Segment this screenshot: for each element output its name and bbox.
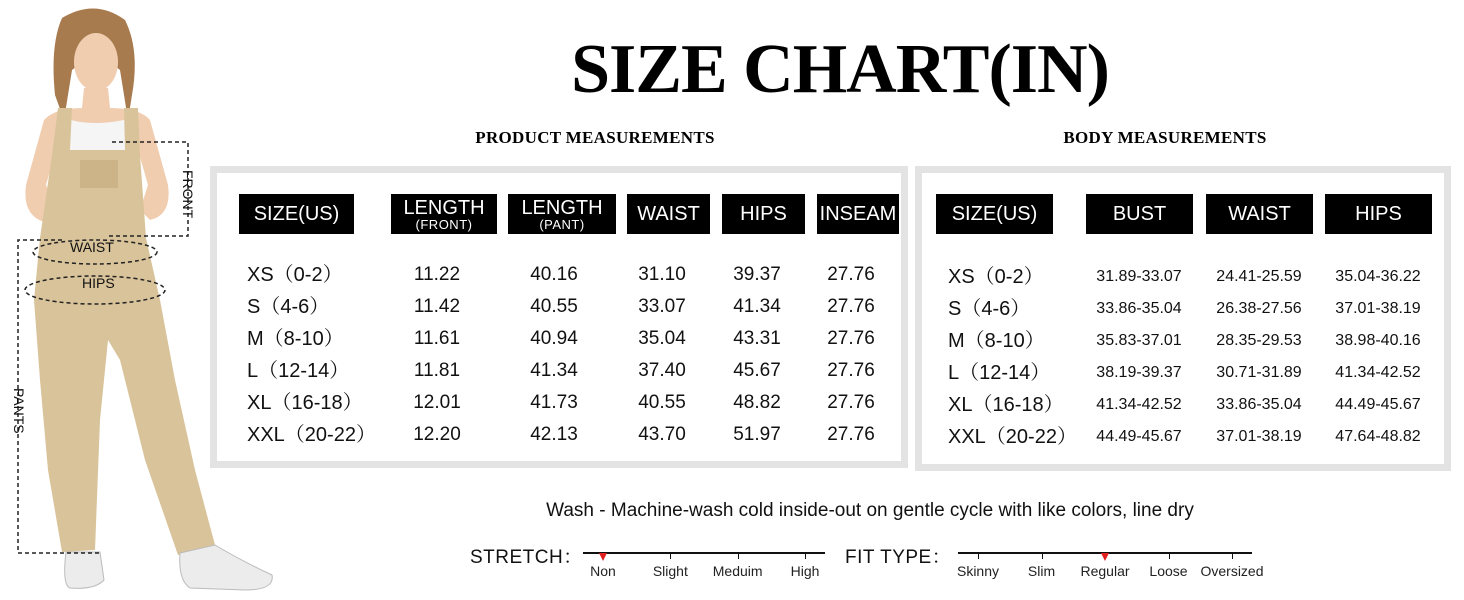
- stretch-option-slight: Slight: [652, 563, 688, 579]
- fit-tick: [1232, 552, 1233, 559]
- body-row-size: S（4-6）: [948, 298, 1031, 320]
- body-cell: 26.38-27.56: [1216, 300, 1302, 317]
- pants-label: PANTS: [11, 388, 27, 434]
- fit-tick: [1169, 552, 1170, 559]
- product-cell: 11.81: [413, 360, 461, 381]
- product-cell: 11.22: [413, 264, 461, 285]
- stretch-label: STRETCH：: [470, 547, 583, 568]
- product-header-waist: [627, 194, 710, 234]
- fit-option-loose: Loose: [1149, 563, 1188, 579]
- product-cell: 27.76: [827, 360, 875, 381]
- product-header-length-pant: [508, 194, 616, 234]
- body-header-waist: [1206, 194, 1313, 234]
- header-label: LENGTH: [521, 196, 603, 219]
- fit-option-oversized: Oversized: [1200, 563, 1264, 579]
- body-cell: 38.98-40.16: [1335, 332, 1421, 349]
- body-header-size-us-: [936, 194, 1053, 234]
- product-cell: 27.76: [827, 264, 875, 285]
- model-shoe-left: [65, 552, 104, 588]
- product-cell: 43.70: [638, 424, 686, 445]
- header-label: LENGTH: [403, 196, 485, 219]
- header-label: HIPS: [1355, 203, 1402, 225]
- product-cell: 39.37: [733, 264, 781, 285]
- product-cell: 12.20: [413, 424, 461, 445]
- body-cell: 37.01-38.19: [1216, 428, 1302, 445]
- product-cell: 42.13: [530, 424, 578, 445]
- stretch-tick: [805, 552, 806, 559]
- header-sublabel: (PANT): [539, 216, 585, 232]
- product-cell: 27.76: [827, 424, 875, 445]
- body-cell: 44.49-45.67: [1335, 396, 1421, 413]
- stretch-tick: [738, 552, 739, 559]
- header-label: HIPS: [740, 203, 787, 225]
- product-cell: 41.34: [733, 296, 781, 317]
- header-label: INSEAM: [819, 203, 897, 225]
- product-cell: 40.16: [530, 264, 578, 285]
- product-header-hips: [722, 194, 805, 234]
- body-cell: 35.04-36.22: [1335, 268, 1421, 285]
- header-label: SIZE(US): [951, 203, 1038, 225]
- stretch-scale-line: [583, 552, 825, 554]
- product-cell: 35.04: [638, 328, 686, 349]
- product-cell: 48.82: [733, 392, 781, 413]
- body-header-bust: [1086, 194, 1193, 234]
- product-cell: 41.34: [530, 360, 578, 381]
- product-row-size: XXL（20-22）: [247, 424, 376, 446]
- product-header-size-us-: [239, 194, 354, 234]
- product-row-size: L（12-14）: [247, 360, 350, 382]
- body-cell: 33.86-35.04: [1096, 300, 1182, 317]
- header-label: SIZE(US): [253, 203, 340, 225]
- model-face: [74, 33, 118, 91]
- body-table: [915, 166, 1451, 471]
- product-cell: 11.61: [413, 328, 461, 349]
- body-cell: 44.49-45.67: [1096, 428, 1182, 445]
- hips-label: HIPS: [82, 275, 115, 291]
- fit-option-slim: Slim: [1027, 563, 1056, 579]
- product-cell: 43.31: [733, 328, 781, 349]
- body-measurements-heading: BODY MEASUREMENTS: [1063, 128, 1267, 147]
- stretch-tick: [670, 552, 671, 559]
- stretch-scale: [583, 552, 825, 592]
- page-title: SIZE CHART(IN): [571, 31, 1109, 108]
- body-cell: 30.71-31.89: [1216, 364, 1302, 381]
- product-cell: 12.01: [413, 392, 461, 413]
- fit-option-regular: Regular: [1080, 563, 1130, 579]
- stretch-option-non: Non: [590, 563, 616, 579]
- body-cell: 33.86-35.04: [1216, 396, 1302, 413]
- product-header-inseam: [817, 194, 899, 234]
- product-cell: 41.73: [530, 392, 578, 413]
- body-row-size: L（12-14）: [948, 362, 1051, 384]
- product-row-size: S（4-6）: [247, 296, 330, 318]
- fit-selected-marker: [1101, 553, 1109, 561]
- model-bib-pocket: [80, 160, 118, 188]
- wash-instructions: Wash - Machine-wash cold inside-out on gentle cycle with like colors, line dry: [546, 500, 1194, 521]
- product-cell: 33.07: [638, 296, 686, 317]
- body-cell: 31.89-33.07: [1096, 268, 1182, 285]
- stretch-selected-marker: [599, 553, 607, 561]
- fit-type-scale: [956, 552, 1264, 592]
- product-cell: 31.10: [638, 264, 686, 285]
- front-label: FRONT: [180, 170, 196, 219]
- body-cell: 47.64-48.82: [1335, 428, 1421, 445]
- stretch-option-meduim: Meduim: [712, 563, 763, 579]
- fit-type-label: FIT TYPE：: [845, 547, 952, 568]
- body-cell: 35.83-37.01: [1096, 332, 1182, 349]
- body-row-size: M（8-10）: [948, 330, 1045, 352]
- stretch-option-high: High: [790, 563, 820, 579]
- body-cell: 38.19-39.37: [1096, 364, 1182, 381]
- body-row-size: XXL（20-22）: [948, 426, 1077, 448]
- product-cell: 45.67: [733, 360, 781, 381]
- body-row-size: XL（16-18）: [948, 394, 1064, 416]
- product-cell: 27.76: [827, 328, 875, 349]
- fit-option-skinny: Skinny: [956, 563, 1000, 579]
- product-cell: 40.55: [530, 296, 578, 317]
- product-row-size: XL（16-18）: [247, 392, 363, 414]
- product-cell: 37.40: [638, 360, 686, 381]
- product-row-size: XS（0-2）: [247, 264, 343, 286]
- product-cell: 40.94: [530, 328, 578, 349]
- product-header-length-front: [391, 194, 497, 234]
- product-cell: 11.42: [413, 296, 461, 317]
- model-shoe-right: [180, 545, 273, 590]
- body-cell: 24.41-25.59: [1216, 268, 1302, 285]
- header-label: WAIST: [637, 203, 700, 225]
- body-cell: 37.01-38.19: [1335, 300, 1421, 317]
- product-cell: 27.76: [827, 392, 875, 413]
- fit-tick: [978, 552, 979, 559]
- body-header-hips: [1325, 194, 1432, 234]
- product-cell: 40.55: [638, 392, 686, 413]
- header-sublabel: (FRONT): [415, 216, 473, 232]
- header-label: WAIST: [1228, 203, 1291, 225]
- body-cell: 41.34-42.52: [1096, 396, 1182, 413]
- waist-label: WAIST: [70, 239, 114, 255]
- product-measurements-heading: PRODUCT MEASUREMENTS: [475, 128, 715, 147]
- body-cell: 41.34-42.52: [1335, 364, 1421, 381]
- body-cell: 28.35-29.53: [1216, 332, 1302, 349]
- header-label: BUST: [1112, 203, 1167, 225]
- product-row-size: M（8-10）: [247, 328, 344, 350]
- product-cell: 27.76: [827, 296, 875, 317]
- fit-tick: [1042, 552, 1043, 559]
- product-table: [210, 166, 908, 468]
- body-row-size: XS（0-2）: [948, 266, 1044, 288]
- product-cell: 51.97: [733, 424, 781, 445]
